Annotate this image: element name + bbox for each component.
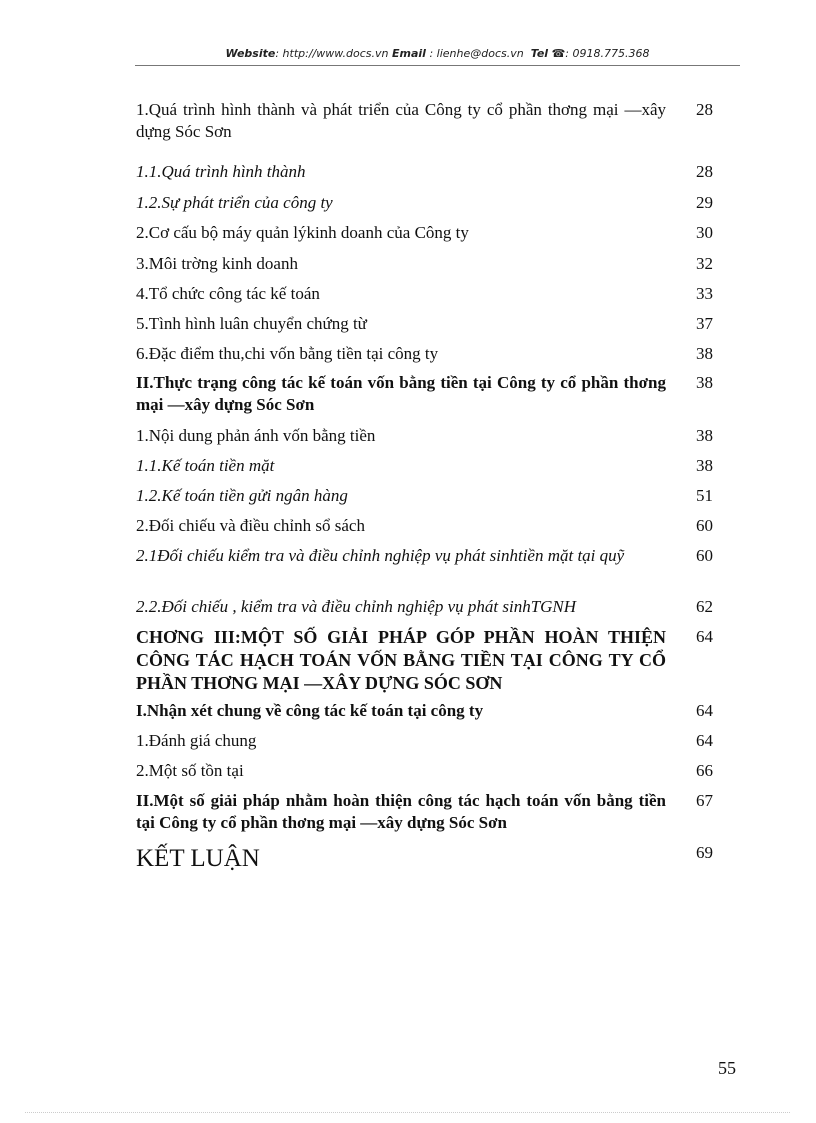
toc-page-number: 67 [696, 791, 713, 810]
toc-entry: 1.2.Kế toán tiền gửi ngân hàng [136, 486, 348, 505]
toc-page-number: 38 [696, 344, 713, 363]
website-label: Website [225, 47, 276, 60]
header-divider [135, 65, 740, 66]
toc-page-number: 32 [696, 254, 713, 273]
toc-page-number: 28 [696, 100, 713, 119]
toc-page-number: 38 [696, 426, 713, 445]
toc-entry: 4.Tổ chức công tác kế toán [136, 284, 320, 303]
toc-entry: 2.Cơ cấu bộ máy quản lýkinh doanh của Công ty [136, 223, 469, 242]
email-address: : lienhe@docs.vn [425, 47, 524, 60]
toc-page-number: 30 [696, 223, 713, 242]
toc-entry: 1.Đánh giá chung [136, 731, 257, 750]
toc-entry: KẾT LUẬN [136, 845, 260, 872]
toc-entry: 2.Đối chiếu và điều chỉnh sổ sách [136, 516, 365, 535]
toc-page-number: 51 [696, 486, 713, 505]
toc-entry: II.Thực trạng công tác kế toán vốn bằng tiền tại Công ty cổ phần thơng mại —xây dựng Sóc Sơn [136, 373, 666, 414]
page-header [135, 47, 740, 60]
footer-divider [25, 1112, 790, 1113]
toc-entry: 1.2.Sự phát triển của công ty [136, 193, 333, 212]
toc-entry: CHƠNG III:MỘT SỐ GIẢI PHÁP GÓP PHẦN HOÀN THIỆN CÔNG TÁC HẠCH TOÁN VỐN BẰNG TIỀN TẠI CÔNG TY CỔ PHẦN THƠNG MẠI —XÂY DỰNG SÓC SƠN [136, 627, 666, 693]
toc-page-number: 66 [696, 761, 713, 780]
toc-page-number: 64 [696, 731, 713, 750]
toc-page-number: 28 [696, 162, 713, 181]
toc-entry: 2.2.Đối chiếu , kiểm tra và điều chỉnh nghiệp vụ phát sinhTGNH [136, 597, 577, 616]
toc-entry: II.Một số giải pháp nhằm hoàn thiện công tác hạch toán vốn bằng tiền tại Công ty cổ phần thơng mại —xây dựng Sóc Sơn [136, 791, 666, 832]
toc-page-number: 33 [696, 284, 713, 303]
toc-entry: 5.Tình hình luân chuyển chứng từ [136, 314, 367, 333]
email-label: Email [392, 47, 426, 60]
toc-entry: 6.Đặc điểm thu,chi vốn bằng tiền tại công ty [136, 344, 439, 363]
toc-page-number: 62 [696, 597, 713, 616]
website-url: : http://www.docs.vn [275, 47, 389, 60]
toc-page-number: 64 [696, 701, 713, 720]
toc-entry: 3.Môi trờng kinh doanh [136, 254, 298, 273]
toc-page-number: 60 [696, 516, 713, 535]
toc-entry: 2.Một số tồn tại [136, 761, 244, 780]
toc-page-number: 38 [696, 373, 713, 392]
tel-number: : 0918.775.368 [565, 47, 650, 60]
toc-entry: 1.1.Quá trình hình thành [136, 162, 306, 181]
tel-label: Tel [530, 47, 549, 60]
toc-page-number: 69 [696, 843, 713, 862]
toc-entry: I.Nhận xét chung về công tác kế toán tại công ty [136, 701, 484, 720]
toc-entry: 1.Quá trình hình thành và phát triển của Công ty cổ phần thơng mại —xây dựng Sóc Sơn [136, 100, 666, 141]
toc-entry: 1.1.Kế toán tiền mặt [136, 456, 275, 475]
phone-icon: ☎ [551, 47, 566, 60]
toc-page-number: 60 [696, 546, 713, 565]
page-number: 55 [718, 1058, 736, 1078]
toc-page-number: 38 [696, 456, 713, 475]
toc-page-number: 37 [696, 314, 713, 333]
toc-page-number: 29 [696, 193, 713, 212]
toc-entry: 2.1Đối chiếu kiểm tra và điều chỉnh nghiệp vụ phát sinhtiền mặt tại quỹ [136, 546, 625, 565]
toc-page-number: 64 [696, 627, 713, 646]
toc-entry: 1.Nội dung phản ánh vốn bằng tiền [136, 426, 376, 445]
